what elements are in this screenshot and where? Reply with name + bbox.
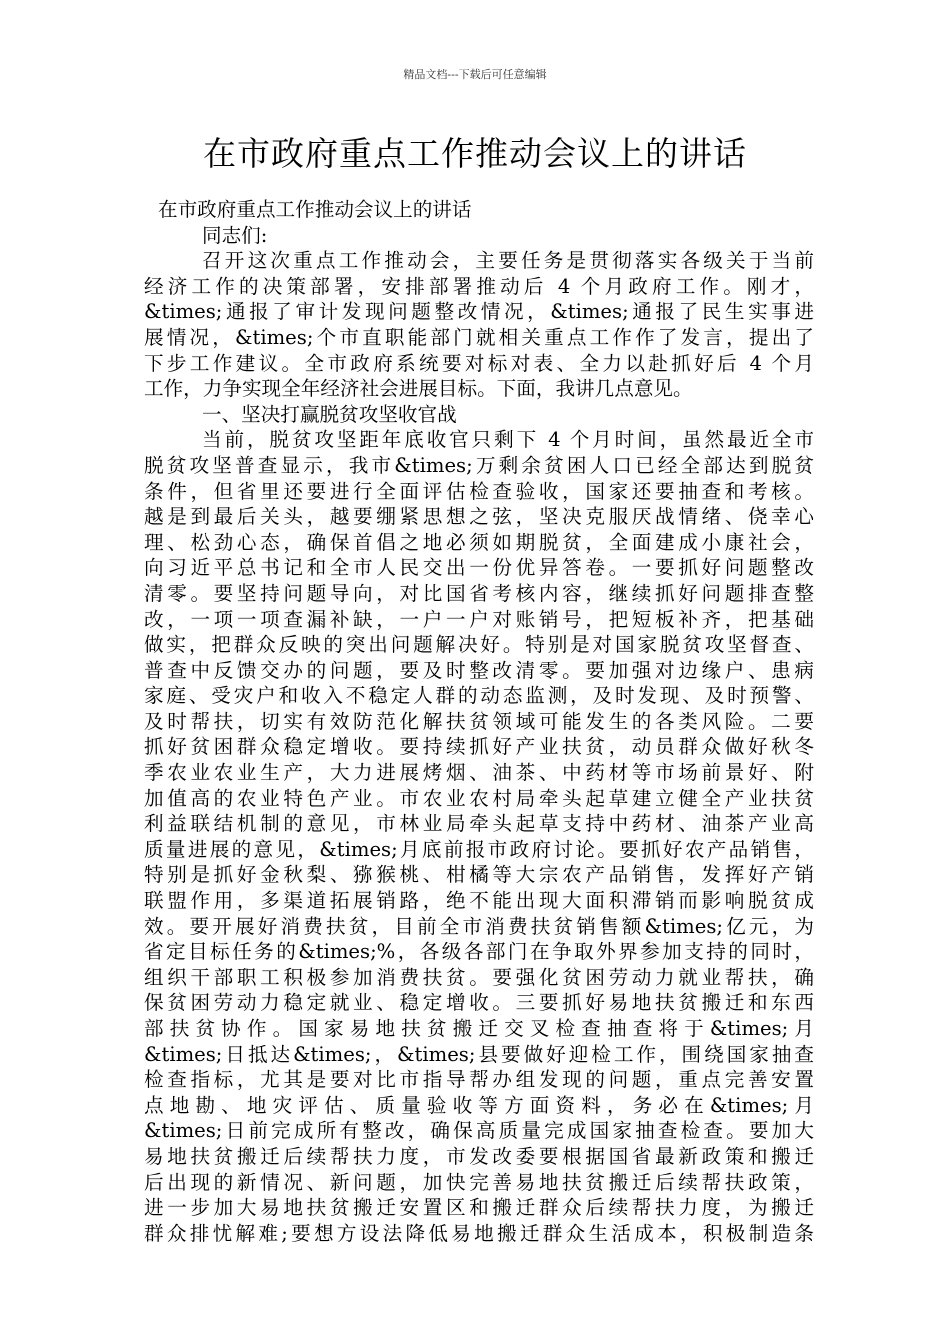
body-line: 改，一项一项查漏补缺，一户一户对账销号，把短板补齐，把基础	[144, 607, 814, 631]
body-line: 越是到最后关头，越要绷紧思想之弦，坚决克服厌战情绪、侥幸心	[144, 505, 814, 529]
document-body	[144, 197, 814, 1246]
body-line: 部扶贫协作。国家易地扶贫搬迁交叉检查抽查将于&times;月	[144, 1017, 814, 1040]
body-line: &times;通报了审计发现问题整改情况，&times;通报了民生实事进	[144, 300, 814, 324]
body-line: 工作，力争实现全年经济社会进展目标。下面，我讲几点意见。	[144, 377, 693, 401]
body-line: 保贫困劳动力稳定就业、稳定增收。三要抓好易地扶贫搬迁和东西	[144, 991, 814, 1015]
body-line: 进一步加大易地扶贫搬迁安置区和搬迁群众后续帮扶力度，为搬迁	[144, 1196, 814, 1220]
body-line: 理、松劲心态，确保首倡之地必须如期脱贫，全面建成小康社会，	[144, 530, 814, 554]
body-line: 组织干部职工积极参加消费扶贫。要强化贫困劳动力就业帮扶，确	[144, 965, 814, 989]
body-line: 效。要开展好消费扶贫，目前全市消费扶贫销售额&times;亿元，为	[144, 914, 814, 938]
section-heading: 一、坚决打赢脱贫攻坚收官战	[202, 402, 457, 426]
body-line: 同志们:	[202, 223, 268, 247]
body-line: 抓好贫困群众稳定增收。要持续抓好产业扶贫，动员群众做好秋冬	[144, 735, 814, 759]
body-line: 特别是抓好金秋梨、猕猴桃、柑橘等大宗农产品销售，发挥好产销	[144, 863, 814, 887]
body-line: 质量进展的意见，&times;月底前报市政府讨论。要抓好农产品销售，	[144, 837, 814, 861]
body-line: &times;日前完成所有整改，确保高质量完成国家抽查检查。要加大	[144, 1119, 814, 1143]
body-line: 家庭、受灾户和收入不稳定人群的动态监测，及时发现、及时预警、	[144, 684, 814, 708]
body-line: 群众排忧解难;要想方设法降低易地搬迁群众生活成本，积极制造条	[144, 1221, 814, 1245]
header-note: 精品文档---下载后可任意编辑	[403, 68, 547, 81]
body-line: 做实，把群众反映的突出问题解决好。特别是对国家脱贫攻坚督查、	[144, 633, 814, 657]
body-line: 及时帮扶，切实有效防范化解扶贫领域可能发生的各类风险。二要	[144, 709, 814, 733]
body-line: 省定目标任务的&times;%，各级各部门在争取外界参加支持的同时，	[144, 940, 814, 964]
body-line: 清零。要坚持问题导向，对比国省考核内容，继续抓好问题排查整	[144, 581, 814, 605]
body-line: 展情况，&times;个市直职能部门就相关重点工作作了发言，提出了	[144, 325, 814, 349]
body-line: 点地勘、地灾评估、质量验收等方面资料，务必在&times;月	[144, 1093, 814, 1117]
body-line: 加值高的农业特色产业。市农业农村局牵头起草建立健全产业扶贫	[144, 786, 814, 810]
body-line: &times;日抵达&times;，&times;县要做好迎检工作，围绕国家抽查	[144, 1042, 814, 1066]
body-line: 季农业农业生产，大力进展烤烟、油茶、中药材等市场前景好、附	[144, 761, 814, 785]
document-title: 在市政府重点工作推动会议上的讲话	[203, 134, 747, 173]
body-line: 经济工作的决策部署，安排部署推动后 4 个月政府工作。刚才，	[144, 274, 814, 298]
body-line: 后出现的新情况、新问题，加快完善易地扶贫搬迁后续帮扶政策，	[144, 1170, 814, 1194]
body-line: 条件，但省里还要进行全面评估检查验收，国家还要抽查和考核。	[144, 479, 814, 503]
body-line: 联盟作用，多渠道拓展销路，绝不能出现大面积滞销而影响脱贫成	[144, 889, 814, 913]
body-line: 易地扶贫搬迁后续帮扶力度，市发改委要根据国省最新政策和搬迁	[144, 1144, 814, 1168]
body-line: 向习近平总书记和全市人民交出一份优异答卷。一要抓好问题整改	[144, 556, 814, 580]
body-line: 利益联结机制的意见，市林业局牵头起草支持中药材、油茶产业高	[144, 812, 814, 836]
body-line: 在市政府重点工作推动会议上的讲话	[158, 198, 472, 221]
body-line: 召开这次重点工作推动会，主要任务是贯彻落实各级关于当前	[202, 249, 814, 273]
body-line: 检查指标，尤其是要对比市指导帮办组发现的问题，重点完善安置	[144, 1068, 814, 1092]
body-line: 下步工作建议。全市政府系统要对标对表、全力以赴抓好后 4 个月	[144, 351, 814, 375]
body-line: 当前，脱贫攻坚距年底收官只剩下 4 个月时间，虽然最近全市	[202, 428, 814, 452]
body-line: 脱贫攻坚普查显示，我市&times;万剩余贫困人口已经全部达到脱贫	[144, 453, 814, 477]
body-line: 普查中反馈交办的问题，要及时整改清零。要加强对边缘户、患病	[144, 658, 814, 682]
